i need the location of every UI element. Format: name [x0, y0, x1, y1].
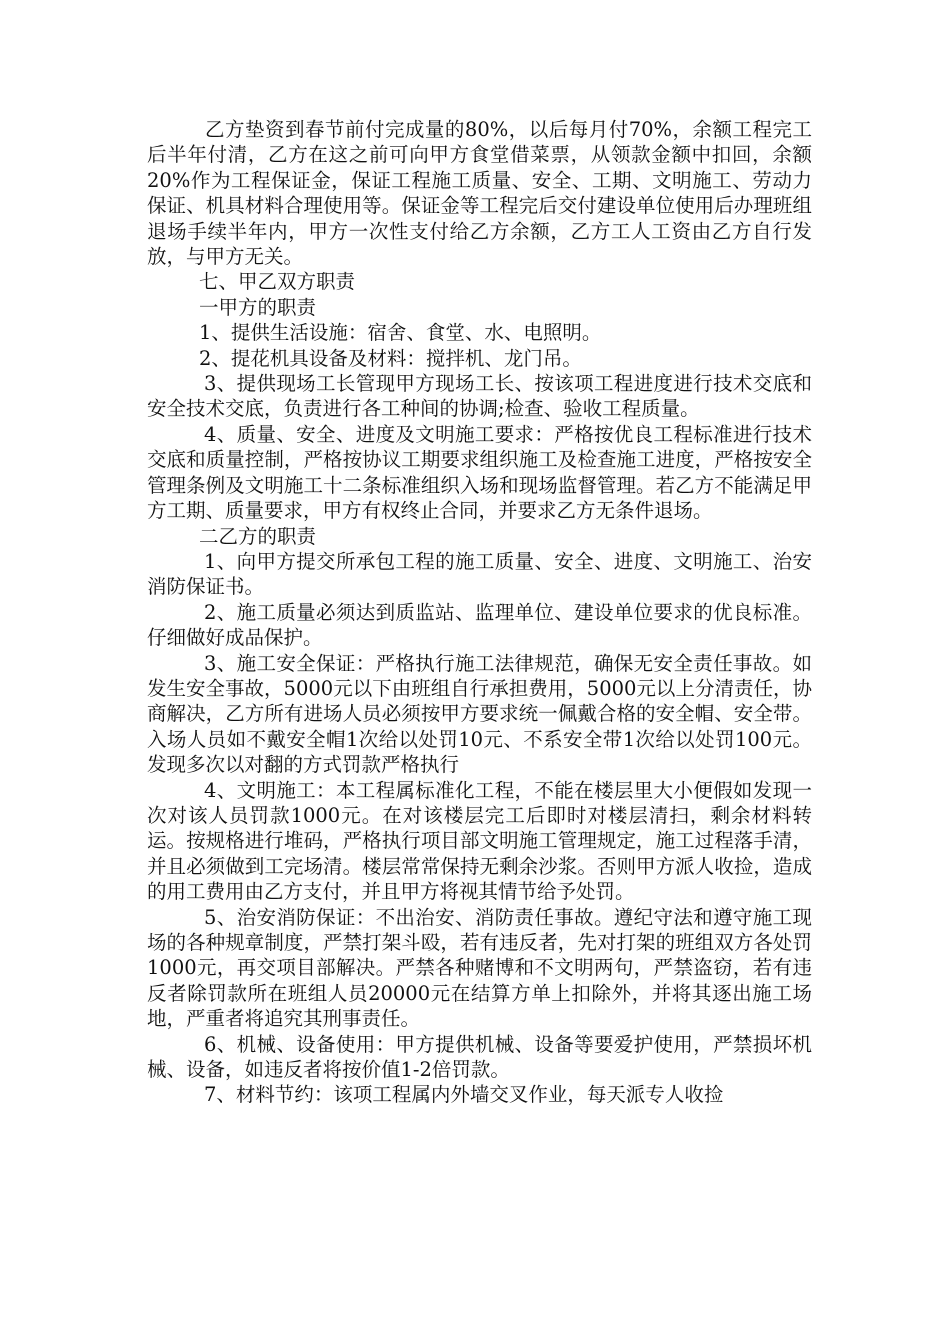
- paragraph-payment-terms: 乙方垫资到春节前付完成量的80%，以后每月付70%，余额工程完工后半年付清，乙方在这之前可向甲方食堂借菜票，从领款金额中扣回，余额20%作为工程保证金，保证工程施工质量、安全、工期、文明施工、劳动力保证、机具材料合理使用等。保证金等工程完后交付建设单位使用后办理班组退场手续半年内，甲方一次性支付给乙方余额，乙方工人工资由乙方自行发放，与甲方无关。: [147, 118, 812, 269]
- party-a-item-1: 1、提供生活设施：宿舍、食堂、水、电照明。: [199, 321, 602, 345]
- party-b-item-2: 2、施工质量必须达到质监站、监理单位、建设单位要求的优良标准。仔细做好成品保护。: [147, 600, 812, 650]
- subsection-heading-party-a: 一甲方的职责: [199, 295, 317, 319]
- party-b-item-4: 4、文明施工：本工程属标准化工程，不能在楼层里大小便假如发现一次对该人员罚款1000元。在对该楼层完工后即时对楼层清扫，剩余材料转运。按规格进行堆码，严格执行项目部文明施工管理规定，施工过程落手清，并且必须做到工完场清。楼层常常保持无剩余沙浆。否则甲方派人收捡，造成的用工费用由乙方支付，并且甲方将视其情节给予处罚。: [147, 778, 812, 904]
- party-b-item-3: 3、施工安全保证：严格执行施工法律规范，确保无安全责任事故。如发生安全事故，5000元以下由班组自行承担费用，5000元以上分清责任，协商解决，乙方所有进场人员必须按甲方要求统一佩戴合格的安全帽、安全带。入场人员如不戴安全帽1次给以处罚10元、不系安全带1次给以处罚100元。发现多次以对翻的方式罚款严格执行: [147, 651, 812, 777]
- party-a-item-4: 4、质量、安全、进度及文明施工要求：严格按优良工程标准进行技术交底和质量控制，严格按协议工期要求组织施工及检查施工进度，严格按安全管理条例及文明施工十二条标准组织入场和现场监督管理。若乙方不能满足甲方工期、质量要求，甲方有权终止合同，并要求乙方无条件退场。: [147, 422, 812, 523]
- party-a-item-3: 3、提供现场工长管现甲方现场工长、按该项工程进度进行技术交底和安全技术交底，负责进行各工种间的协调;检查、验收工程质量。: [147, 372, 812, 421]
- section-heading-responsibilities: 七、甲乙双方职责: [199, 270, 356, 294]
- party-b-item-7: 7、材料节约：该项工程属内外墙交叉作业，每天派专人收捡: [204, 1083, 724, 1107]
- subsection-heading-party-b: 二乙方的职责: [199, 524, 317, 548]
- party-b-item-5: 5、治安消防保证：不出治安、消防责任事故。遵纪守法和遵守施工现场的各种规章制度，严禁打架斗殴，若有违反者，先对打架的班组双方各处罚1000元，再交项目部解决。严禁各种赌博和不文明两句，严禁盗窃，若有违反者除罚款所在班组人员20000元在结算方单上扣除外，并将其逐出施工场地，严重者将追究其刑事责任。: [147, 905, 812, 1031]
- party-b-item-6: 6、机械、设备使用：甲方提供机械、设备等要爱护使用，严禁损坏机械、设备，如违反者将按价值1-2倍罚款。: [147, 1032, 812, 1082]
- party-b-item-1: 1、向甲方提交所承包工程的施工质量、安全、进度、文明施工、治安消防保证书。: [147, 549, 812, 599]
- document-body: [147, 117, 812, 1108]
- party-a-item-2: 2、提花机具设备及材料：搅拌机、龙门吊。: [199, 346, 582, 370]
